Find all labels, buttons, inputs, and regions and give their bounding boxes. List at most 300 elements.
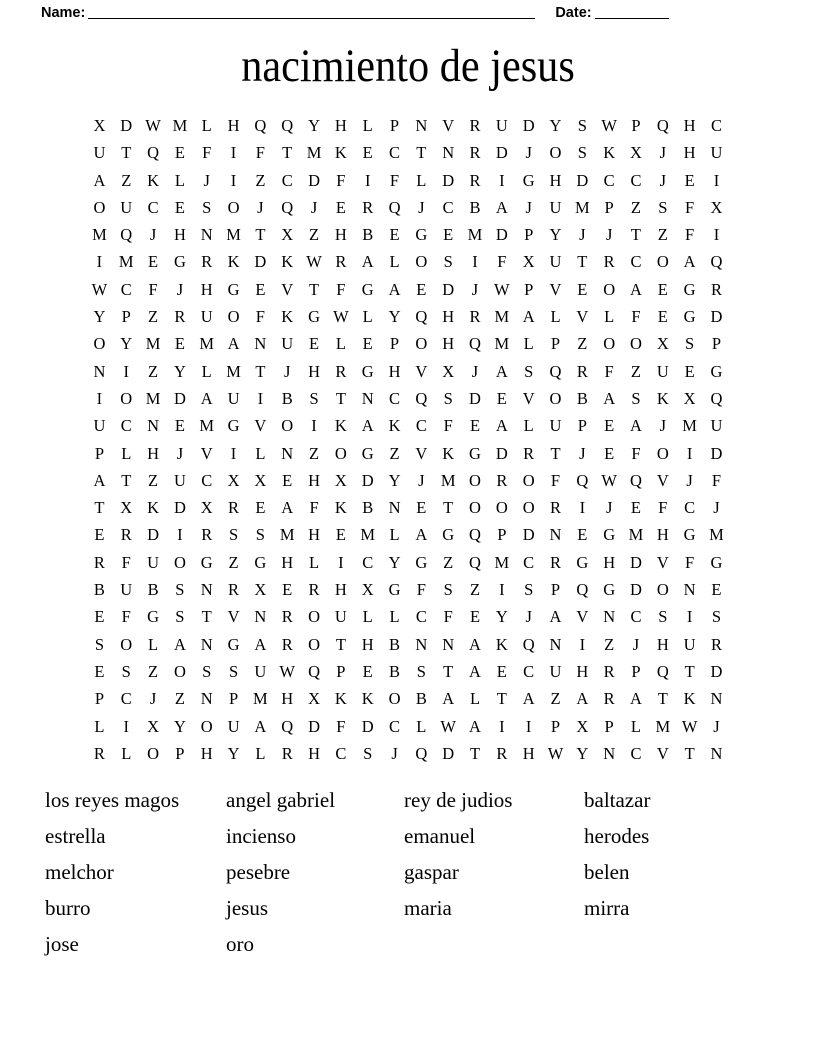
grid-cell[interactable]: H bbox=[683, 143, 696, 163]
grid-cell[interactable]: X bbox=[656, 334, 669, 354]
grid-cell[interactable]: T bbox=[577, 252, 588, 272]
grid-cell[interactable]: I bbox=[579, 498, 586, 518]
grid-cell[interactable]: S bbox=[228, 525, 239, 545]
grid-cell[interactable]: I bbox=[230, 143, 237, 163]
grid-cell[interactable]: Y bbox=[227, 743, 240, 763]
grid-cell[interactable]: C bbox=[201, 470, 213, 490]
grid-cell[interactable]: W bbox=[494, 279, 510, 299]
grid-cell[interactable]: M bbox=[226, 225, 241, 245]
grid-cell[interactable]: O bbox=[173, 552, 186, 572]
grid-cell[interactable]: U bbox=[549, 661, 562, 681]
grid-cell[interactable]: M bbox=[467, 225, 483, 245]
grid-cell[interactable]: D bbox=[495, 225, 508, 245]
grid-cell[interactable]: C bbox=[335, 743, 347, 763]
grid-cell[interactable]: J bbox=[713, 498, 720, 518]
grid-cell[interactable]: N bbox=[200, 580, 213, 600]
grid-cell[interactable]: U bbox=[173, 470, 186, 490]
grid-cell[interactable]: E bbox=[308, 334, 320, 354]
grid-cell[interactable]: C bbox=[147, 197, 159, 217]
grid-cell[interactable]: P bbox=[228, 689, 239, 709]
grid-cell[interactable]: S bbox=[658, 197, 668, 217]
grid-cell[interactable]: F bbox=[255, 307, 265, 327]
grid-cell[interactable]: A bbox=[388, 279, 401, 299]
grid-cell[interactable]: W bbox=[601, 470, 617, 490]
grid-cell[interactable]: N bbox=[603, 743, 616, 763]
grid-cell[interactable]: Z bbox=[604, 634, 615, 654]
grid-cell[interactable]: R bbox=[362, 197, 374, 217]
grid-cell[interactable]: P bbox=[631, 661, 641, 681]
grid-cell[interactable]: H bbox=[442, 307, 455, 327]
grid-cell[interactable]: E bbox=[174, 143, 185, 163]
grid-cell[interactable]: Z bbox=[148, 361, 159, 381]
grid-cell[interactable]: U bbox=[227, 388, 240, 408]
grid-cell[interactable]: C bbox=[120, 416, 132, 436]
grid-cell[interactable]: A bbox=[361, 416, 374, 436]
grid-cell[interactable]: N bbox=[442, 143, 455, 163]
grid-cell[interactable]: A bbox=[576, 689, 589, 709]
grid-cell[interactable]: I bbox=[96, 388, 103, 408]
grid-cell[interactable]: M bbox=[682, 416, 697, 436]
grid-cell[interactable]: R bbox=[603, 661, 615, 681]
grid-cell[interactable]: C bbox=[415, 607, 427, 627]
grid-cell[interactable]: D bbox=[469, 388, 481, 408]
grid-cell[interactable]: Y bbox=[308, 116, 320, 135]
grid-cell[interactable]: S bbox=[443, 580, 453, 600]
grid-cell[interactable]: M bbox=[306, 143, 322, 163]
grid-cell[interactable]: A bbox=[495, 197, 508, 217]
grid-cell[interactable]: H bbox=[147, 443, 160, 463]
grid-cell[interactable]: Q bbox=[415, 743, 428, 763]
grid-cell[interactable]: Q bbox=[656, 116, 669, 135]
grid-cell[interactable]: O bbox=[656, 580, 669, 600]
grid-cell[interactable]: E bbox=[389, 225, 400, 245]
grid-cell[interactable]: C bbox=[523, 661, 535, 681]
grid-cell[interactable]: D bbox=[630, 580, 642, 600]
grid-cell[interactable]: W bbox=[145, 116, 161, 135]
grid-cell[interactable]: S bbox=[309, 388, 319, 408]
grid-cell[interactable]: E bbox=[174, 197, 185, 217]
grid-cell[interactable]: X bbox=[254, 580, 267, 600]
grid-cell[interactable]: J bbox=[525, 197, 532, 217]
grid-cell[interactable]: U bbox=[710, 143, 723, 163]
grid-cell[interactable]: F bbox=[711, 470, 722, 490]
grid-cell[interactable]: C bbox=[630, 607, 642, 627]
grid-cell[interactable]: O bbox=[549, 143, 562, 163]
grid-cell[interactable]: J bbox=[418, 470, 425, 490]
grid-cell[interactable]: F bbox=[685, 197, 695, 217]
grid-cell[interactable]: E bbox=[604, 416, 615, 436]
grid-cell[interactable]: B bbox=[362, 498, 374, 518]
grid-cell[interactable]: T bbox=[550, 443, 561, 463]
grid-cell[interactable]: Z bbox=[148, 307, 159, 327]
grid-cell[interactable]: I bbox=[123, 716, 129, 736]
grid-cell[interactable]: N bbox=[254, 334, 267, 354]
grid-cell[interactable]: J bbox=[471, 361, 479, 381]
grid-cell[interactable]: H bbox=[281, 552, 294, 572]
grid-cell[interactable]: H bbox=[308, 361, 320, 381]
grid-cell[interactable]: G bbox=[388, 580, 401, 600]
grid-cell[interactable]: T bbox=[282, 143, 293, 163]
grid-cell[interactable]: Y bbox=[388, 552, 401, 572]
grid-cell[interactable]: P bbox=[94, 689, 104, 709]
grid-cell[interactable]: P bbox=[604, 716, 614, 736]
word-list-item[interactable]: emanuel bbox=[404, 824, 476, 848]
grid-cell[interactable]: U bbox=[656, 361, 669, 381]
grid-cell[interactable]: J bbox=[579, 225, 586, 245]
grid-cell[interactable]: H bbox=[388, 361, 401, 381]
grid-cell[interactable]: M bbox=[709, 525, 724, 545]
grid-cell[interactable]: E bbox=[604, 443, 615, 463]
grid-cell[interactable]: A bbox=[469, 716, 481, 736]
word-list-item[interactable]: gaspar bbox=[404, 860, 459, 884]
grid-cell[interactable]: L bbox=[174, 170, 185, 190]
grid-cell[interactable]: F bbox=[336, 170, 346, 190]
grid-cell[interactable]: M bbox=[494, 552, 510, 572]
grid-cell[interactable]: T bbox=[335, 634, 346, 654]
grid-cell[interactable]: A bbox=[469, 634, 481, 654]
grid-cell[interactable]: L bbox=[255, 443, 266, 463]
grid-cell[interactable]: O bbox=[173, 661, 186, 681]
word-list-item[interactable]: incienso bbox=[226, 824, 296, 848]
grid-cell[interactable]: L bbox=[362, 607, 373, 627]
grid-cell[interactable]: V bbox=[656, 470, 669, 490]
grid-cell[interactable]: A bbox=[630, 279, 642, 299]
grid-cell[interactable]: T bbox=[121, 143, 132, 163]
grid-cell[interactable]: E bbox=[496, 661, 507, 681]
grid-cell[interactable]: E bbox=[469, 607, 481, 627]
grid-cell[interactable]: Z bbox=[389, 443, 400, 463]
grid-cell[interactable]: E bbox=[362, 334, 373, 354]
grid-cell[interactable]: Q bbox=[469, 552, 481, 572]
grid-cell[interactable]: A bbox=[93, 170, 106, 190]
word-list-item[interactable]: jose bbox=[45, 932, 79, 956]
grid-cell[interactable]: B bbox=[576, 388, 588, 408]
grid-cell[interactable]: Q bbox=[281, 197, 294, 217]
grid-cell[interactable]: R bbox=[201, 525, 213, 545]
grid-cell[interactable]: G bbox=[710, 552, 723, 572]
grid-cell[interactable]: W bbox=[681, 716, 698, 736]
grid-cell[interactable]: E bbox=[282, 580, 293, 600]
grid-cell[interactable]: N bbox=[388, 498, 401, 518]
grid-cell[interactable]: O bbox=[549, 388, 562, 408]
grid-cell[interactable]: Q bbox=[281, 116, 294, 135]
grid-cell[interactable]: J bbox=[310, 197, 318, 217]
grid-cell[interactable]: K bbox=[603, 143, 616, 163]
grid-cell[interactable]: I bbox=[177, 525, 183, 545]
grid-cell[interactable]: D bbox=[308, 170, 320, 190]
grid-cell[interactable]: U bbox=[549, 416, 562, 436]
grid-cell[interactable]: L bbox=[550, 307, 561, 327]
grid-cell[interactable]: R bbox=[335, 252, 347, 272]
grid-cell[interactable]: K bbox=[361, 689, 374, 709]
grid-cell[interactable]: R bbox=[469, 170, 481, 190]
grid-cell[interactable]: K bbox=[495, 634, 508, 654]
grid-cell[interactable]: H bbox=[656, 634, 669, 654]
grid-cell[interactable]: Q bbox=[281, 716, 294, 736]
grid-cell[interactable]: F bbox=[202, 143, 212, 163]
grid-cell[interactable]: F bbox=[631, 307, 641, 327]
grid-cell[interactable]: Z bbox=[577, 334, 588, 354]
grid-cell[interactable]: Z bbox=[630, 361, 642, 381]
grid-cell[interactable]: B bbox=[415, 689, 427, 709]
grid-cell[interactable]: Z bbox=[657, 225, 668, 245]
grid-cell[interactable]: N bbox=[683, 580, 696, 600]
grid-cell[interactable]: I bbox=[713, 225, 720, 245]
grid-cell[interactable]: F bbox=[416, 580, 426, 600]
grid-cell[interactable]: D bbox=[173, 498, 186, 518]
grid-cell[interactable]: F bbox=[497, 252, 507, 272]
grid-cell[interactable]: H bbox=[334, 580, 347, 600]
grid-cell[interactable]: G bbox=[683, 307, 696, 327]
grid-cell[interactable]: V bbox=[656, 743, 669, 763]
grid-cell[interactable]: Q bbox=[254, 116, 267, 135]
grid-cell[interactable]: G bbox=[415, 225, 428, 245]
grid-cell[interactable]: E bbox=[416, 279, 427, 299]
grid-cell[interactable]: J bbox=[257, 197, 264, 217]
word-list-item[interactable]: los reyes magos bbox=[45, 788, 180, 812]
grid-cell[interactable]: N bbox=[415, 116, 428, 135]
grid-cell[interactable]: O bbox=[522, 498, 535, 518]
grid-cell[interactable]: K bbox=[683, 689, 696, 709]
grid-cell[interactable]: M bbox=[92, 225, 107, 245]
grid-cell[interactable]: Z bbox=[148, 470, 159, 490]
grid-cell[interactable]: A bbox=[549, 607, 562, 627]
grid-cell[interactable]: L bbox=[121, 743, 132, 763]
grid-cell[interactable]: O bbox=[656, 443, 669, 463]
grid-cell[interactable]: K bbox=[334, 143, 347, 163]
grid-cell[interactable]: M bbox=[360, 525, 376, 545]
grid-cell[interactable]: J bbox=[605, 225, 613, 245]
grid-cell[interactable]: T bbox=[308, 279, 320, 299]
grid-cell[interactable]: T bbox=[416, 143, 427, 163]
grid-cell[interactable]: K bbox=[334, 416, 347, 436]
grid-cell[interactable]: F bbox=[631, 443, 641, 463]
grid-cell[interactable]: R bbox=[93, 552, 105, 572]
grid-cell[interactable]: Y bbox=[388, 307, 401, 327]
grid-cell[interactable]: L bbox=[416, 170, 427, 190]
grid-cell[interactable]: H bbox=[334, 116, 347, 135]
grid-cell[interactable]: L bbox=[94, 716, 105, 736]
grid-cell[interactable]: P bbox=[497, 525, 507, 545]
grid-cell[interactable]: I bbox=[525, 716, 532, 736]
grid-cell[interactable]: L bbox=[523, 334, 534, 354]
grid-cell[interactable]: L bbox=[416, 716, 427, 736]
grid-cell[interactable]: S bbox=[577, 116, 587, 135]
grid-cell[interactable]: J bbox=[149, 689, 157, 709]
grid-cell[interactable]: G bbox=[469, 443, 481, 463]
grid-cell[interactable]: F bbox=[148, 279, 158, 299]
grid-cell[interactable]: G bbox=[361, 361, 374, 381]
grid-cell[interactable]: O bbox=[603, 279, 616, 299]
grid-cell[interactable]: D bbox=[254, 252, 267, 272]
grid-cell[interactable]: S bbox=[255, 525, 265, 545]
grid-cell[interactable]: I bbox=[472, 252, 478, 272]
grid-cell[interactable]: Z bbox=[469, 580, 481, 600]
grid-cell[interactable]: L bbox=[523, 416, 534, 436]
grid-cell[interactable]: D bbox=[361, 470, 374, 490]
grid-cell[interactable]: V bbox=[549, 279, 562, 299]
grid-cell[interactable]: R bbox=[576, 361, 588, 381]
grid-cell[interactable]: W bbox=[306, 252, 322, 272]
grid-cell[interactable]: F bbox=[443, 607, 453, 627]
grid-cell[interactable]: X bbox=[120, 498, 133, 518]
grid-cell[interactable]: I bbox=[686, 607, 693, 627]
grid-cell[interactable]: S bbox=[94, 634, 104, 654]
grid-cell[interactable]: E bbox=[174, 416, 185, 436]
grid-cell[interactable]: P bbox=[550, 716, 561, 736]
grid-cell[interactable]: O bbox=[522, 470, 535, 490]
grid-cell[interactable]: C bbox=[389, 716, 401, 736]
grid-cell[interactable]: V bbox=[227, 607, 240, 627]
grid-cell[interactable]: M bbox=[440, 470, 456, 490]
grid-cell[interactable]: O bbox=[469, 470, 481, 490]
grid-cell[interactable]: E bbox=[174, 334, 185, 354]
grid-cell[interactable]: L bbox=[630, 716, 642, 736]
grid-cell[interactable]: L bbox=[469, 689, 481, 709]
grid-cell[interactable]: E bbox=[94, 525, 105, 545]
grid-cell[interactable]: O bbox=[227, 307, 240, 327]
grid-cell[interactable]: U bbox=[281, 334, 294, 354]
grid-cell[interactable]: G bbox=[147, 607, 160, 627]
grid-cell[interactable]: L bbox=[335, 334, 346, 354]
grid-cell[interactable]: Y bbox=[173, 361, 186, 381]
grid-cell[interactable]: Y bbox=[93, 307, 106, 327]
grid-cell[interactable]: X bbox=[442, 361, 455, 381]
grid-cell[interactable]: A bbox=[227, 334, 240, 354]
grid-cell[interactable]: P bbox=[550, 580, 561, 600]
grid-cell[interactable]: O bbox=[120, 388, 133, 408]
grid-cell[interactable]: X bbox=[334, 470, 347, 490]
grid-cell[interactable]: O bbox=[603, 334, 616, 354]
grid-cell[interactable]: E bbox=[416, 498, 427, 518]
grid-cell[interactable]: G bbox=[683, 525, 696, 545]
grid-cell[interactable]: E bbox=[684, 170, 695, 190]
grid-cell[interactable]: J bbox=[203, 170, 210, 190]
grid-cell[interactable]: E bbox=[496, 388, 507, 408]
grid-cell[interactable]: Y bbox=[173, 716, 186, 736]
grid-cell[interactable]: Z bbox=[121, 170, 132, 190]
grid-cell[interactable]: M bbox=[655, 716, 671, 736]
grid-cell[interactable]: A bbox=[415, 525, 428, 545]
grid-cell[interactable]: U bbox=[495, 116, 508, 135]
grid-cell[interactable]: T bbox=[684, 661, 695, 681]
grid-cell[interactable]: I bbox=[499, 716, 505, 736]
grid-cell[interactable]: B bbox=[93, 580, 105, 600]
grid-cell[interactable]: G bbox=[173, 252, 186, 272]
grid-cell[interactable]: R bbox=[496, 743, 508, 763]
grid-cell[interactable]: Q bbox=[656, 661, 669, 681]
word-list-item[interactable]: belen bbox=[584, 860, 630, 884]
grid-cell[interactable]: R bbox=[469, 116, 481, 135]
grid-cell[interactable]: C bbox=[603, 170, 615, 190]
grid-cell[interactable]: P bbox=[336, 661, 346, 681]
grid-cell[interactable]: D bbox=[442, 170, 455, 190]
grid-cell[interactable]: L bbox=[121, 443, 132, 463]
grid-cell[interactable]: J bbox=[686, 470, 693, 490]
word-list-item[interactable]: mirra bbox=[584, 896, 630, 920]
grid-cell[interactable]: Q bbox=[388, 197, 401, 217]
grid-cell[interactable]: J bbox=[632, 634, 640, 654]
grid-cell[interactable]: I bbox=[230, 443, 237, 463]
grid-cell[interactable]: Q bbox=[308, 661, 320, 681]
grid-cell[interactable]: O bbox=[630, 334, 642, 354]
grid-cell[interactable]: A bbox=[630, 416, 642, 436]
grid-cell[interactable]: V bbox=[415, 443, 428, 463]
grid-cell[interactable]: C bbox=[415, 416, 427, 436]
grid-cell[interactable]: N bbox=[442, 634, 455, 654]
grid-cell[interactable]: D bbox=[361, 716, 374, 736]
grid-cell[interactable]: C bbox=[389, 143, 401, 163]
grid-cell[interactable]: O bbox=[415, 252, 428, 272]
grid-cell[interactable]: F bbox=[336, 716, 346, 736]
grid-cell[interactable]: T bbox=[335, 388, 346, 408]
grid-cell[interactable]: R bbox=[469, 143, 481, 163]
grid-cell[interactable]: S bbox=[175, 580, 185, 600]
grid-cell[interactable]: U bbox=[334, 607, 347, 627]
grid-cell[interactable]: V bbox=[576, 307, 589, 327]
grid-cell[interactable]: K bbox=[334, 689, 347, 709]
grid-cell[interactable]: O bbox=[281, 416, 294, 436]
grid-cell[interactable]: X bbox=[93, 116, 106, 135]
grid-cell[interactable]: K bbox=[147, 170, 160, 190]
grid-cell[interactable]: S bbox=[631, 388, 641, 408]
grid-cell[interactable]: M bbox=[253, 689, 268, 709]
grid-cell[interactable]: W bbox=[601, 116, 617, 135]
grid-cell[interactable]: V bbox=[415, 361, 428, 381]
grid-cell[interactable]: Q bbox=[576, 580, 589, 600]
grid-cell[interactable]: I bbox=[257, 388, 264, 408]
grid-cell[interactable]: R bbox=[549, 552, 561, 572]
grid-cell[interactable]: S bbox=[524, 361, 534, 381]
grid-cell[interactable]: R bbox=[228, 498, 240, 518]
grid-cell[interactable]: C bbox=[630, 252, 642, 272]
grid-cell[interactable]: C bbox=[523, 552, 535, 572]
grid-cell[interactable]: Q bbox=[710, 252, 723, 272]
grid-cell[interactable]: N bbox=[147, 416, 160, 436]
grid-cell[interactable]: Y bbox=[495, 607, 508, 627]
grid-cell[interactable]: M bbox=[494, 334, 510, 354]
grid-cell[interactable]: A bbox=[630, 689, 642, 709]
grid-cell[interactable]: D bbox=[147, 525, 160, 545]
grid-cell[interactable]: G bbox=[522, 170, 535, 190]
grid-cell[interactable]: I bbox=[96, 252, 103, 272]
grid-cell[interactable]: J bbox=[659, 416, 667, 436]
grid-cell[interactable]: Z bbox=[443, 552, 454, 572]
grid-cell[interactable]: N bbox=[549, 634, 562, 654]
grid-cell[interactable]: C bbox=[442, 197, 454, 217]
grid-cell[interactable]: K bbox=[388, 416, 401, 436]
grid-cell[interactable]: D bbox=[442, 279, 455, 299]
grid-cell[interactable]: X bbox=[227, 470, 240, 490]
grid-cell[interactable]: N bbox=[200, 634, 213, 654]
grid-cell[interactable]: L bbox=[389, 607, 400, 627]
grid-cell[interactable]: W bbox=[91, 279, 108, 299]
grid-cell[interactable]: I bbox=[713, 170, 720, 190]
grid-cell[interactable]: Q bbox=[522, 634, 535, 654]
grid-cell[interactable]: H bbox=[683, 116, 696, 135]
grid-cell[interactable]: B bbox=[362, 225, 374, 245]
grid-cell[interactable]: T bbox=[255, 361, 266, 381]
grid-cell[interactable]: D bbox=[576, 170, 589, 190]
grid-cell[interactable]: K bbox=[147, 498, 160, 518]
grid-cell[interactable]: C bbox=[281, 170, 293, 190]
grid-cell[interactable]: P bbox=[524, 279, 534, 299]
grid-cell[interactable]: K bbox=[442, 443, 455, 463]
grid-cell[interactable]: G bbox=[576, 552, 589, 572]
grid-cell[interactable]: E bbox=[630, 498, 642, 518]
grid-cell[interactable]: F bbox=[658, 498, 668, 518]
grid-cell[interactable]: V bbox=[656, 552, 669, 572]
